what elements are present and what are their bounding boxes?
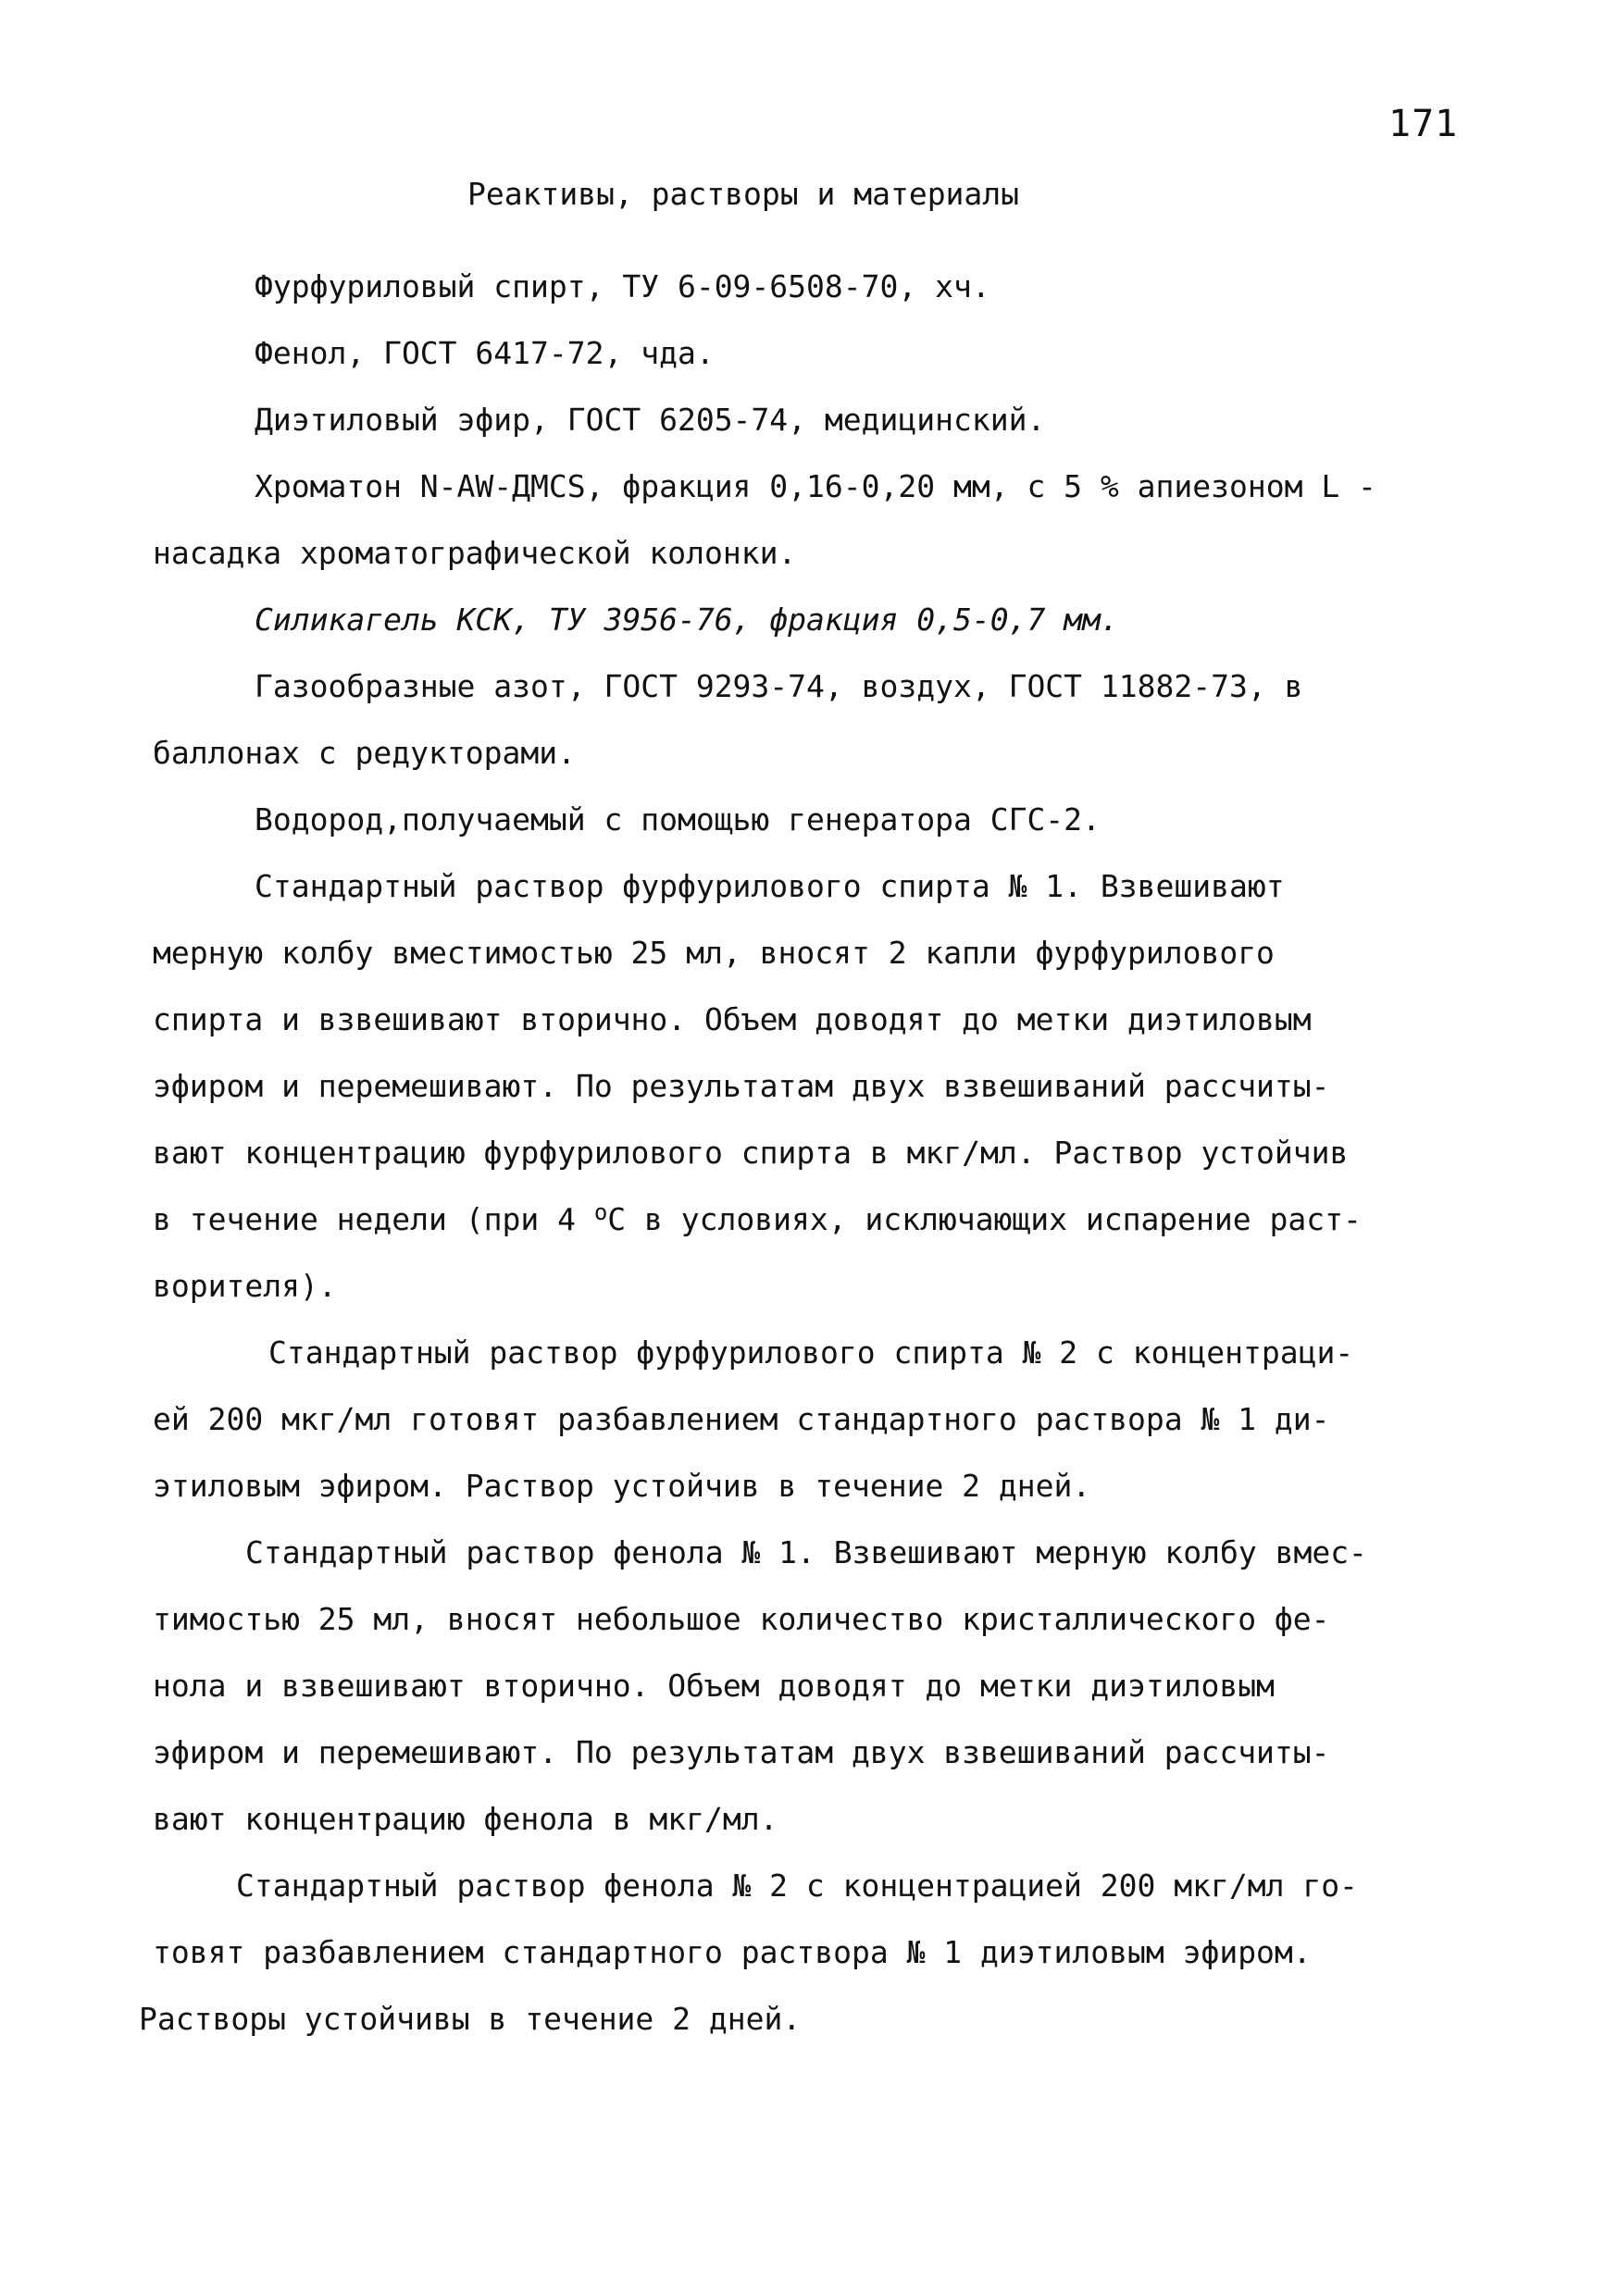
furfuryl-standard-1-line-6 [153, 1192, 1362, 1247]
furfuryl-standard-2-line-3: этиловым эфиром. Раствор устойчив в течение 2 дней. [153, 1468, 1091, 1504]
furfuryl-standard-1-line-2: мерную колбу вместимостью 25 мл, вносят 2 капли фурфурилового [153, 935, 1275, 971]
page-number: 171 [1388, 103, 1459, 145]
material-gases-line-2: баллонах с редукторами. [153, 735, 576, 771]
furfuryl-standard-1-line-4: эфиром и перемешивают. По результатам двух взвешиваний рассчиты- [153, 1068, 1330, 1104]
material-phenol: Фенол, ГОСТ 6417-72, чда. [255, 335, 715, 371]
furfuryl-standard-1-line-1: Стандартный раствор фурфурилового спирта № 1. Взвешивают [255, 868, 1285, 904]
material-diethyl-ether: Диэтиловый эфир, ГОСТ 6205-74, медицинский. [255, 402, 1046, 438]
phenol-standard-1-line-2: тимостью 25 мл, вносят небольшое количество кристаллического фе- [153, 1601, 1330, 1637]
furfuryl-standard-2-line-2: ей 200 мкг/мл готовят разбавлением стандартного раствора № 1 ди- [153, 1401, 1330, 1437]
furfuryl-standard-1-line-3: спирта и взвешивают вторично. Объем доводят до метки диэтиловым [153, 1001, 1312, 1037]
material-gases-line-1: Газообразные азот, ГОСТ 9293-74, воздух, ГОСТ 11882-73, в [255, 668, 1303, 704]
phenol-standard-2-line-3: Растворы устойчивы в течение 2 дней. [139, 2001, 802, 2037]
phenol-standard-2-line-1: Стандартный раствор фенола № 2 с концентрацией 200 мкг/мл го- [236, 1868, 1358, 1904]
material-hydrogen: Водород,получаемый с помощью генератора СГС-2. [255, 801, 1101, 838]
phenol-standard-2-line-2: товят разбавлением стандартного раствора № 1 диэтиловым эфиром. [153, 1934, 1312, 1970]
material-silica-gel: Силикагель КСК, ТУ 3956-76, фракция 0,5-0,7 мм. [255, 602, 1119, 638]
phenol-standard-1-line-5: вают концентрацию фенола в мкг/мл. [153, 1801, 778, 1837]
furfuryl-standard-2-line-1: Стандартный раствор фурфурилового спирта № 2 с концентраци- [268, 1334, 1354, 1371]
line-6-text-b: С в условиях, исключающих испарение раст- [607, 1201, 1362, 1237]
phenol-standard-1-line-3: нола и взвешивают вторично. Объем доводят до метки диэтиловым [153, 1668, 1275, 1704]
phenol-standard-1-line-4: эфиром и перемешивают. По результатам двух взвешиваний рассчиты- [153, 1734, 1330, 1770]
furfuryl-standard-1-line-5: вают концентрацию фурфурилового спирта в мкг/мл. Раствор устойчив [153, 1135, 1349, 1171]
section-title: Реактивы, растворы и материалы [467, 176, 1020, 212]
material-chromaton-line-1: Хроматон N-AW-ДМCS, фракция 0,16-0,20 мм, с 5 % апиезоном L - [255, 468, 1376, 504]
phenol-standard-1-line-1: Стандартный раствор фенола № 1. Взвешивают мерную колбу вмес- [245, 1534, 1367, 1570]
material-furfuryl-alcohol: Фурфуриловый спирт, ТУ 6-09-6508-70, хч. [255, 268, 990, 304]
line-6-text-a: в течение недели (при 4 [153, 1201, 594, 1237]
material-chromaton-line-2: насадка хроматографической колонки. [153, 535, 797, 571]
furfuryl-standard-1-line-7: ворителя). [153, 1268, 337, 1304]
degree-superscript: о [593, 1199, 608, 1225]
